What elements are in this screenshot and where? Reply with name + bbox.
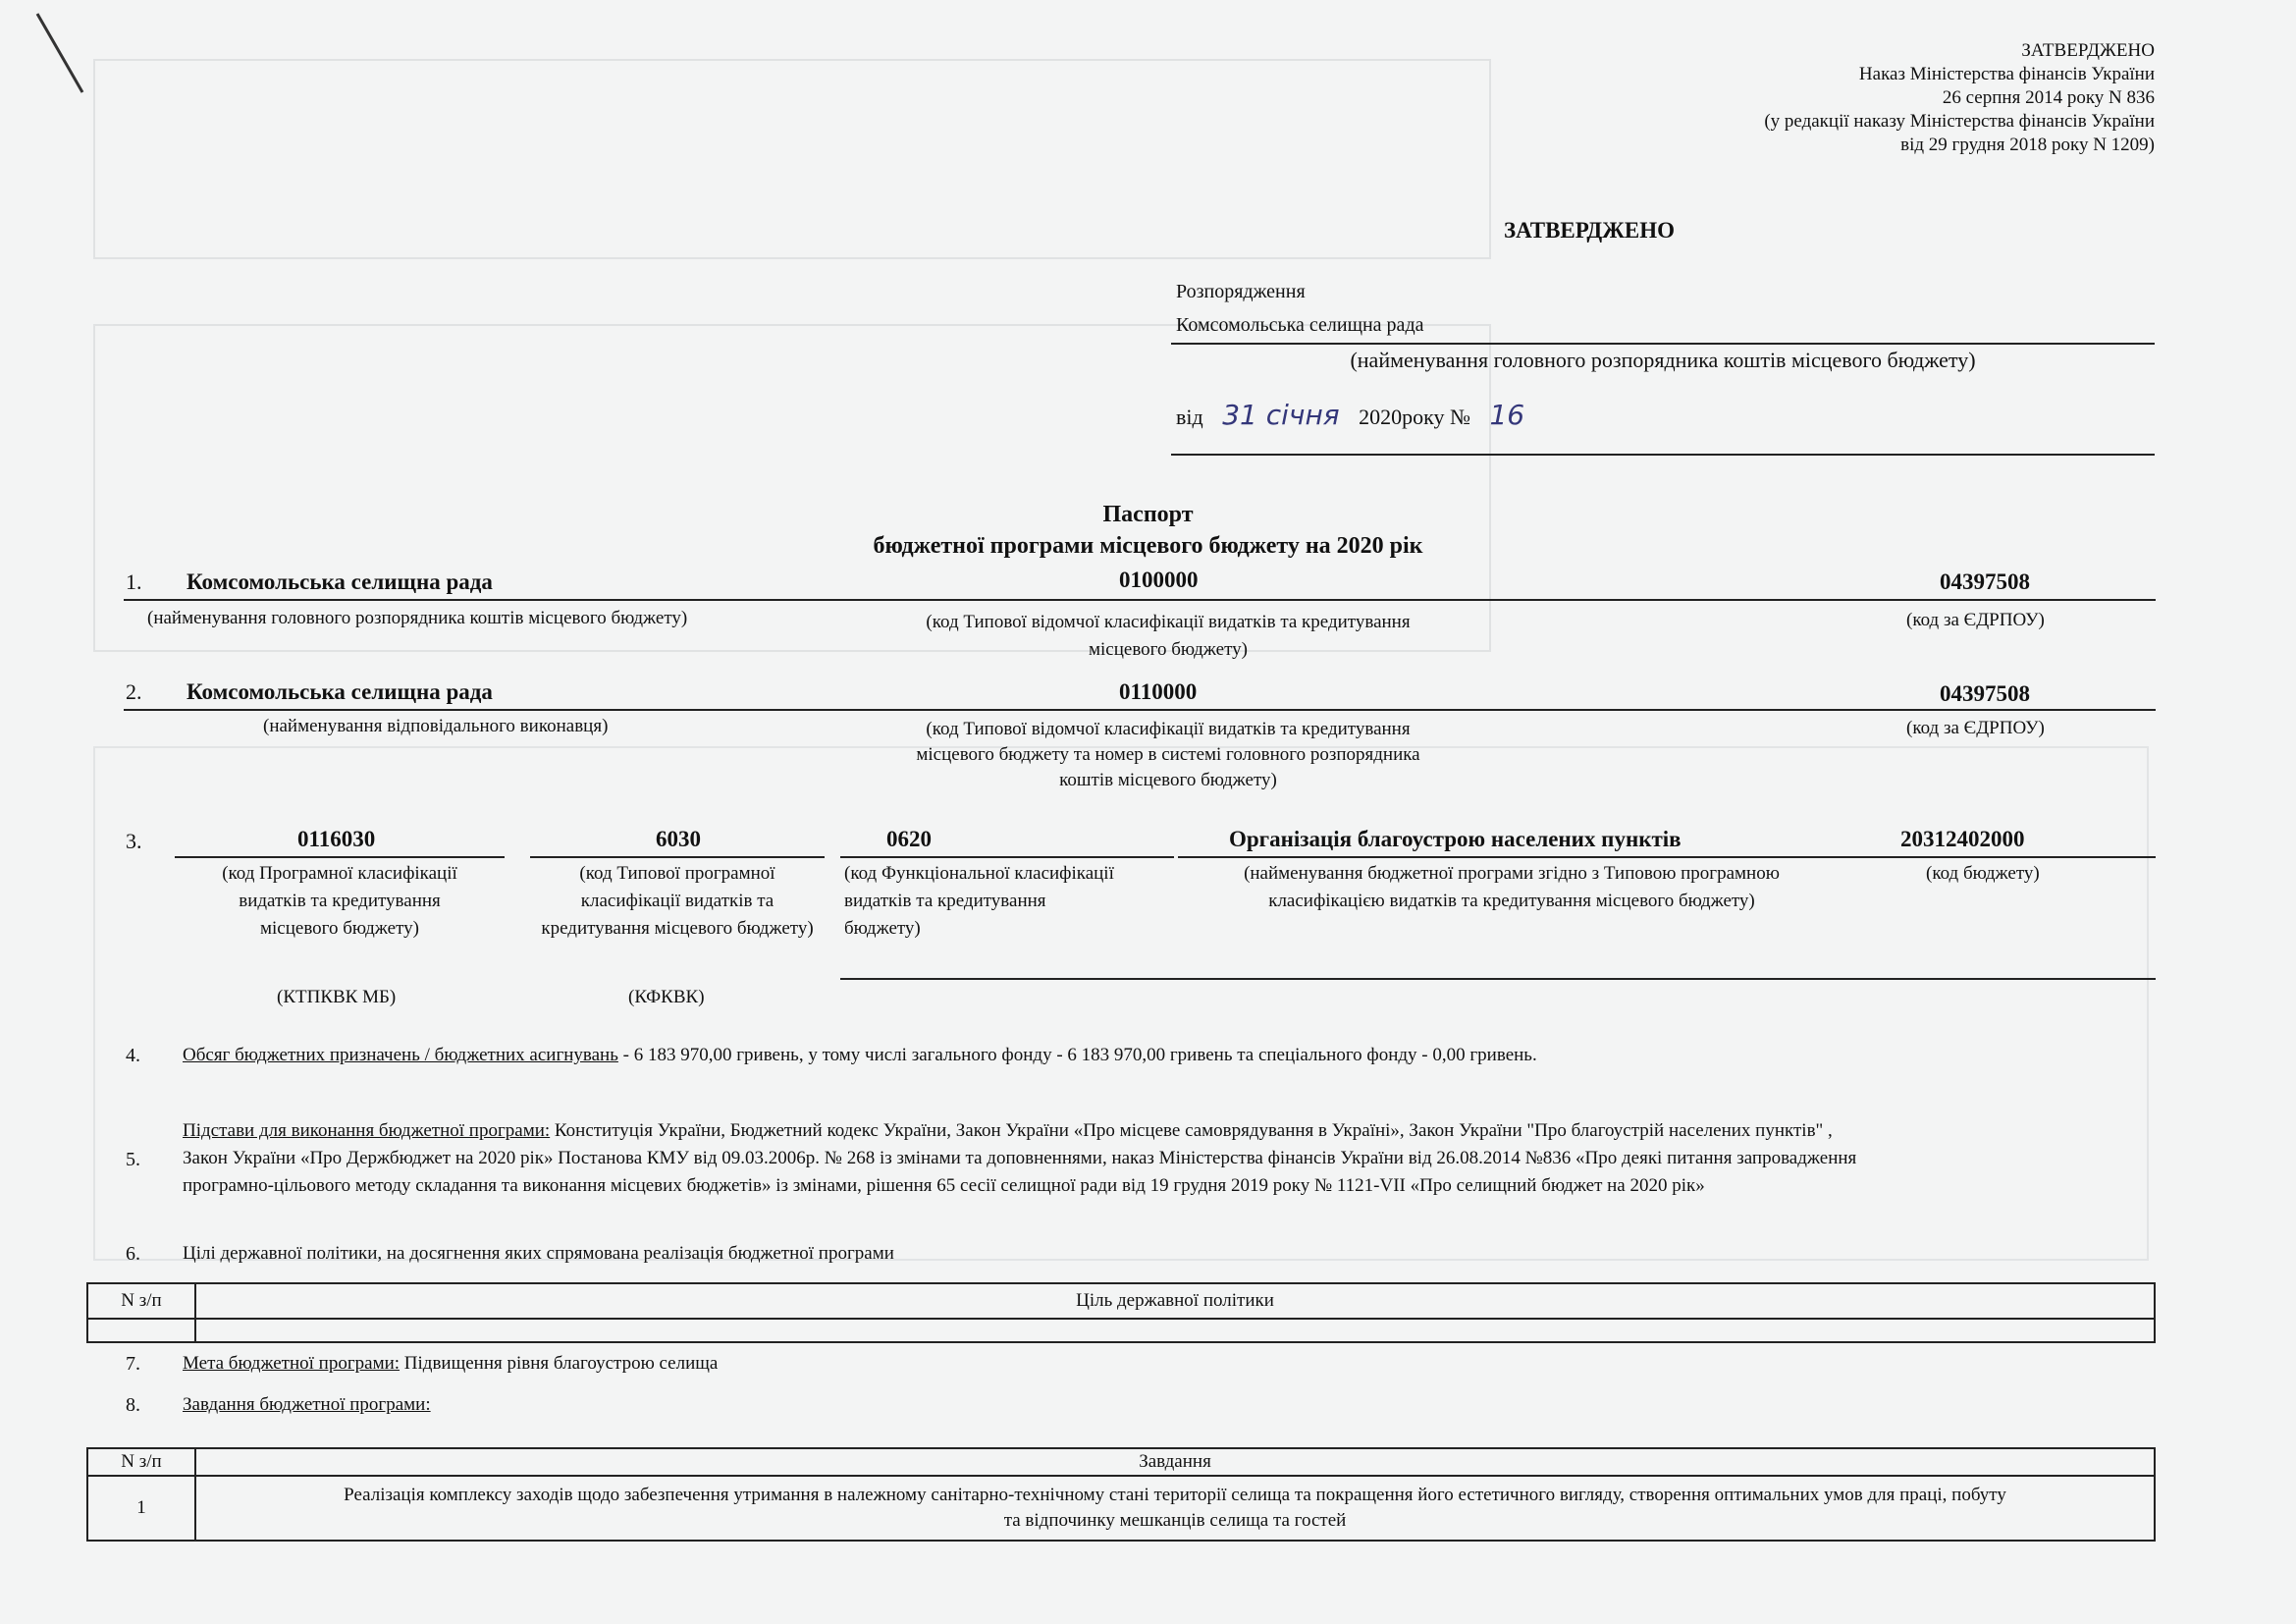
caption-line: класифікацією видатків та кредитування місцевого бюджету) [1268, 891, 1755, 911]
caption-line: класифікації видатків та [580, 891, 774, 911]
goals-cell [195, 1319, 2155, 1342]
item3-caption-budget: (код бюджету) [1926, 863, 2040, 884]
item3-underline-1 [175, 856, 505, 858]
item3-underline-3 [840, 856, 1174, 858]
item2-number: 2. [126, 679, 142, 704]
approval-date [1176, 399, 1525, 431]
caption-line: видатків та кредитування [239, 891, 441, 911]
number-handwritten: 16 [1489, 399, 1525, 431]
item3-abbr-ktpkvk: (КТПКВК МБ) [277, 987, 397, 1007]
caption-line: місцевого бюджету та номер в системі головного розпорядника [916, 744, 1420, 765]
item6-number: 6. [126, 1243, 140, 1265]
item1-caption-edrpou: (код за ЄДРПОУ) [1906, 610, 2045, 630]
item5-line [183, 1117, 2160, 1145]
caption-line: (код Типової відомчої класифікації видатків та кредитування [926, 719, 1411, 739]
caption-line: видатків та кредитування [844, 891, 1046, 911]
item2-org-name: Комсомольська селищна рада [187, 679, 493, 704]
item3-subline [840, 978, 2156, 980]
caption-line: (код Функціональної класифікації [844, 863, 1114, 884]
item1-edrpou: 04397508 [1940, 569, 2030, 594]
item3-ktpkvk: 0116030 [297, 827, 376, 851]
item5-line3: програмно-цільового методу складання та виконання місцевих бюджетів» із змінами, рішення 65 сесії селищної ради від 19 грудня 2019 року № 1121-VІІ «Про селищний бюджет на 2020 рік» [183, 1175, 1705, 1196]
tasks-row-line: Реалізація комплексу заходів щодо забезпечення утримання в належному санітарно-технічному стані території селища та покращення його естетичного вигляду, створення оптимальних умов для праці, побуту [344, 1485, 2006, 1505]
item1-org-name: Комсомольська селищна рада [187, 569, 493, 594]
tasks-col-task: Завдання [195, 1448, 2155, 1476]
passport-title-line1: Паспорт [1102, 502, 1194, 527]
item3-budget-code: 20312402000 [1900, 827, 2025, 851]
approval-org-underline [1171, 343, 2155, 345]
tasks-row-text [195, 1476, 2155, 1541]
date-year: 2020року № [1359, 405, 1470, 429]
approval-doc-type: Розпорядження [1176, 281, 1306, 302]
goals-col-num: N з/п [87, 1283, 195, 1319]
goals-table [86, 1282, 2156, 1343]
item2-edrpou: 04397508 [1940, 681, 2030, 706]
item3-caption-fkvk [844, 860, 1178, 943]
item6-text: Цілі державної політики, на досягнення яких спрямована реалізація бюджетної програми [183, 1243, 894, 1264]
item3-underline-4 [1178, 856, 1900, 858]
item8-number: 8. [126, 1394, 140, 1416]
item1-caption-name: (найменування головного розпорядника коштів місцевого бюджету) [147, 608, 688, 628]
item3-caption-ktpkvk [173, 860, 507, 943]
passport-title-line2: бюджетної програми місцевого бюджету на 2020 рік [873, 533, 1423, 559]
approval-stamp [1468, 39, 2155, 157]
item4-number: 4. [126, 1045, 140, 1066]
date-handwritten: 31 січня [1222, 399, 1340, 431]
approval-stamp-title: ЗАТВЕРДЖЕНО [2021, 40, 2155, 61]
item3-fkvk: 0620 [886, 827, 932, 851]
caption-line: (код Типової відомчої класифікації видатків та кредитування [926, 612, 1411, 632]
item7-label: Мета бюджетної програми: [183, 1353, 400, 1374]
item1-code: 0100000 [1119, 568, 1199, 592]
item5-number: 5. [126, 1149, 140, 1170]
scan-corner-mark [29, 10, 88, 98]
item5-text [183, 1117, 2160, 1200]
item3-underline-5 [1900, 856, 2156, 858]
item7-value: Підвищення рівня благоустрою селища [400, 1353, 719, 1374]
caption-line: місцевого бюджету) [1088, 639, 1248, 660]
item3-caption-tpkvk [510, 860, 844, 943]
approval-org-caption: (найменування головного розпорядника коштів місцевого бюджету) [1350, 348, 1976, 372]
item2-underline [124, 709, 2156, 711]
tasks-table [86, 1447, 2156, 1542]
item5-line2: Закон України «Про Держбюджет на 2020 рік» Постанова КМУ від 09.03.2006р. № 268 із змінами та доповненнями, наказ Міністерства фінансів України від 26.08.2014 №836 «Про деякі питання запровадження [183, 1148, 1857, 1168]
item5-label: Підстави для виконання бюджетної програми: [183, 1120, 551, 1141]
item4-label: Обсяг бюджетних призначень / бюджетних асигнувань [183, 1045, 618, 1065]
item2-caption-edrpou: (код за ЄДРПОУ) [1906, 718, 2045, 738]
approval-date-underline [1171, 454, 2155, 456]
caption-line: (найменування бюджетної програми згідно з Типовою програмною [1244, 863, 1780, 884]
item2-code: 0110000 [1119, 679, 1198, 704]
tasks-row-line: та відпочинку мешканців селища та гостей [1003, 1510, 1347, 1531]
passport-title [0, 499, 2296, 562]
goals-cell [87, 1319, 195, 1342]
item4-text [183, 1043, 1537, 1068]
item1-underline [124, 599, 2156, 601]
item1-caption-code [844, 609, 1492, 664]
item7-text [183, 1351, 718, 1377]
item3-program-name: Організація благоустрою населених пунктів [1229, 827, 1682, 851]
item8-label: Завдання бюджетної програми: [183, 1394, 431, 1415]
caption-line: місцевого бюджету) [259, 918, 419, 939]
approval-stamp-line: 26 серпня 2014 року N 836 [1942, 87, 2155, 108]
item3-tpkvk: 6030 [656, 827, 701, 851]
item7-number: 7. [126, 1353, 140, 1375]
item4-value: - 6 183 970,00 гривень, у тому числі загального фонду - 6 183 970,00 гривень та спеціального фонду - 0,00 гривень. [617, 1045, 1537, 1065]
caption-line: бюджету) [844, 918, 921, 939]
caption-line: кредитування місцевого бюджету) [541, 918, 814, 939]
approval-stamp-line: від 29 грудня 2018 року N 1209) [1900, 135, 2155, 155]
tasks-row-num: 1 [87, 1476, 195, 1541]
item5-line1: Конституція України, Бюджетний кодекс України, Закон України «Про місцеве самоврядування в Україні», Закон України "Про благоустрій населених пунктів" , [550, 1120, 1833, 1141]
goals-col-goal: Ціль державної політики [195, 1283, 2155, 1319]
approval-title: ЗАТВЕРДЖЕНО [1504, 218, 1676, 243]
bleed-through-table [93, 324, 1491, 652]
date-prefix: від [1176, 405, 1203, 429]
item1-number: 1. [126, 569, 142, 594]
tasks-col-num: N з/п [87, 1448, 195, 1476]
item2-caption-name: (найменування відповідального виконавця) [263, 716, 609, 736]
item2-caption-code [844, 717, 1492, 793]
approval-org: Комсомольська селищна рада [1176, 314, 1424, 336]
approval-stamp-line: Наказ Міністерства фінансів України [1858, 64, 2155, 84]
bleed-through-table [93, 59, 1491, 259]
caption-line: (код Типової програмної [579, 863, 775, 884]
item3-number: 3. [126, 829, 142, 853]
item3-caption-program [1178, 860, 1845, 915]
caption-line: коштів місцевого бюджету) [1059, 770, 1277, 790]
item3-abbr-kfkvk: (КФКВК) [628, 987, 705, 1007]
caption-line: (код Програмної класифікації [222, 863, 457, 884]
approval-stamp-line: (у редакції наказу Міністерства фінансів України [1764, 111, 2155, 132]
item3-underline-2 [530, 856, 825, 858]
